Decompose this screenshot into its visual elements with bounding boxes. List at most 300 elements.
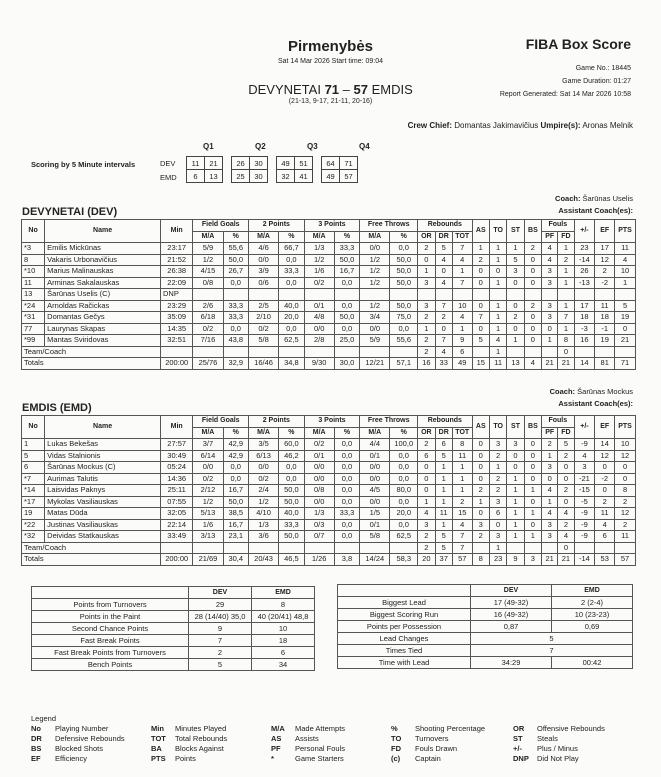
summary-row (338, 645, 633, 657)
summary-row (338, 597, 633, 609)
interval-cell: 32 (277, 170, 295, 183)
stat-cell (595, 346, 615, 358)
umpire-label: Umpire(s): (540, 121, 581, 130)
column-header: EF (595, 220, 615, 243)
stat-cell: 2 (489, 473, 506, 485)
stat-cell (615, 346, 636, 358)
stat-cell: 1 (435, 473, 452, 485)
stat-cell: 1 (558, 243, 574, 255)
stat-cell: 4 (452, 519, 472, 531)
stat-cell: 7 (452, 243, 472, 255)
stat-cell (615, 289, 636, 301)
player-number: 19 (22, 508, 45, 520)
stat-cell: 3 (542, 277, 558, 289)
legend-key: (c) (391, 754, 401, 763)
stat-cell: 0 (418, 473, 435, 485)
stat-cell: 0 (418, 462, 435, 474)
column-subheader: DR (435, 427, 452, 439)
stat-cell: 0,0 (334, 300, 360, 312)
interval-cell: 30 (250, 157, 268, 170)
column-header: Min (160, 220, 192, 243)
stat-cell: 0 (472, 266, 489, 278)
stat-cell: 2 (524, 243, 541, 255)
player-name: Šarūnas Mockus (C) (45, 462, 161, 474)
legend-desc: Fouls Drawn (415, 744, 458, 753)
stat-cell: 1 (558, 277, 574, 289)
stat-cell: 1/6 (193, 519, 223, 531)
stat-cell: 6 (489, 508, 506, 520)
team-coach-row (22, 542, 636, 554)
stat-cell: 1/6 (304, 266, 334, 278)
stat-cell: 1 (435, 485, 452, 497)
stat-cell: 0,0 (223, 277, 249, 289)
column-header: TO (489, 416, 506, 439)
stat-cell: 2 (558, 485, 574, 497)
player-row (22, 266, 636, 278)
stat-cell: 3 (489, 439, 506, 451)
stat-cell: 0/1 (360, 519, 390, 531)
stat-cell: 0,0 (279, 323, 305, 335)
interval-cell: 6 (187, 170, 205, 183)
column-header: Rebounds (418, 220, 472, 232)
legend-key: OR (513, 724, 525, 733)
stat-cell: 0/0 (249, 462, 279, 474)
column-header: Field Goals (193, 416, 249, 428)
player-minutes: 23:17 (160, 243, 192, 255)
player-name: Arnoldas Račickas (45, 300, 161, 312)
stat-cell (472, 289, 489, 301)
column-subheader: % (279, 231, 305, 243)
stat-cell: 42,9 (223, 439, 249, 451)
player-row (22, 531, 636, 543)
stat-cell: 2/8 (304, 335, 334, 347)
interval-cell: 25 (232, 170, 250, 183)
stat-cell: 0,0 (334, 496, 360, 508)
column-header: PTS (615, 220, 636, 243)
stat-cell: 1 (558, 266, 574, 278)
total-cell: 13 (507, 358, 524, 370)
stat-cell: 1 (418, 266, 435, 278)
stat-cell: 5 (435, 243, 452, 255)
quarter-header: Q4 (359, 142, 370, 151)
stat-cell: 5 (507, 254, 524, 266)
column-header: No (22, 220, 45, 243)
stat-cell: 7 (452, 531, 472, 543)
stat-cell: 3 (542, 519, 558, 531)
stat-cell (193, 346, 223, 358)
stat-cell: 1/2 (360, 277, 390, 289)
player-row (22, 485, 636, 497)
stat-cell: 1/5 (360, 508, 390, 520)
column-header: +/- (574, 220, 595, 243)
stat-cell (193, 289, 223, 301)
stat-cell: -9 (574, 531, 595, 543)
stat-cell: 50,0 (390, 277, 418, 289)
stat-cell: 2 (558, 519, 574, 531)
player-number: 6 (22, 462, 45, 474)
game-number: Game No.: 18445 (575, 65, 631, 72)
stat-cell: 0 (524, 462, 541, 474)
stat-cell: 0 (472, 439, 489, 451)
summary-label: Fast Break Points from Turnovers (32, 647, 189, 659)
player-number: *17 (22, 496, 45, 508)
stat-cell: 0/2 (193, 473, 223, 485)
summary-table-left (31, 586, 315, 671)
stat-cell (279, 542, 305, 554)
stat-cell: 0 (524, 312, 541, 324)
stat-cell: 0 (472, 323, 489, 335)
stat-cell (472, 346, 489, 358)
column-header: AS (472, 416, 489, 439)
stat-cell (524, 346, 541, 358)
total-cell: 57 (615, 554, 636, 566)
legend-key: PTS (151, 754, 166, 763)
stat-cell: 0,0 (390, 496, 418, 508)
player-row (22, 450, 636, 462)
stat-cell: 8 (452, 439, 472, 451)
player-minutes: DNP (160, 289, 192, 301)
column-header: ST (507, 416, 524, 439)
stat-cell: 1 (542, 496, 558, 508)
stat-cell: 3 (418, 519, 435, 531)
stat-cell: 2 (472, 485, 489, 497)
stat-cell: 0 (524, 277, 541, 289)
summary-label: Second Chance Points (32, 623, 189, 635)
stat-cell: 6/13 (249, 450, 279, 462)
stat-cell: 1 (558, 323, 574, 335)
column-header: 3 Points (304, 416, 360, 428)
stat-cell: 3/6 (249, 531, 279, 543)
summary-value: 40 (20/41) 48,8 (252, 611, 315, 623)
legend-item (513, 724, 605, 734)
interval-cell: 13 (205, 170, 223, 183)
player-minutes: 32:51 (160, 335, 192, 347)
stat-cell: 0,0 (334, 519, 360, 531)
column-header: Free Throws (360, 416, 418, 428)
stat-cell: 26,7 (223, 266, 249, 278)
interval-cell: 41 (295, 170, 313, 183)
summary-row (338, 657, 633, 669)
box-score-table-dev (21, 219, 636, 370)
stat-cell: 20,0 (279, 312, 305, 324)
legend-item (151, 744, 227, 754)
player-row (22, 496, 636, 508)
stat-cell: 0/8 (193, 277, 223, 289)
player-number: 13 (22, 289, 45, 301)
interval-gap (223, 170, 232, 183)
stat-cell (334, 542, 360, 554)
interval-gap (268, 170, 277, 183)
stat-cell: 2 (489, 485, 506, 497)
interval-gap (223, 157, 232, 170)
legend-desc: Offensive Rebounds (537, 724, 605, 733)
player-minutes: 21:52 (160, 254, 192, 266)
stat-cell (304, 542, 334, 554)
stat-cell (558, 289, 574, 301)
stat-cell: 0 (524, 323, 541, 335)
totals-row (22, 554, 636, 566)
stat-cell (249, 346, 279, 358)
interval-row-emd (187, 170, 358, 183)
stat-cell: 7 (558, 312, 574, 324)
stat-cell: 40,0 (279, 300, 305, 312)
stat-cell (615, 542, 636, 554)
stat-cell: 1 (452, 473, 472, 485)
column-subheader: % (334, 427, 360, 439)
stat-cell (524, 542, 541, 554)
stat-cell: 0/3 (304, 519, 334, 531)
stat-cell: 4 (435, 254, 452, 266)
summary-row (338, 609, 633, 621)
column-subheader: OR (418, 231, 435, 243)
stat-cell: 2 (418, 439, 435, 451)
stat-cell: 1 (489, 243, 506, 255)
stat-cell: 5/8 (249, 335, 279, 347)
stat-cell: 6/14 (193, 450, 223, 462)
stat-cell: 50,0 (334, 312, 360, 324)
stat-cell: 46,2 (279, 450, 305, 462)
stat-cell: 11 (435, 508, 452, 520)
stat-cell: 1 (452, 462, 472, 474)
summary-header (32, 587, 189, 599)
total-cell: 21 (558, 358, 574, 370)
legend-col (31, 724, 125, 764)
stat-cell: 17 (574, 300, 595, 312)
stat-cell: 0 (615, 473, 636, 485)
player-name: Justinas Vasiliauskas (45, 519, 161, 531)
stat-cell: 1 (452, 323, 472, 335)
stat-cell: 0 (524, 496, 541, 508)
stat-cell: 40,0 (279, 508, 305, 520)
total-cell: 21 (558, 554, 574, 566)
legend-item (151, 754, 227, 764)
quarter-header: Q3 (307, 142, 318, 151)
stat-cell: 0,0 (334, 473, 360, 485)
stat-cell: 5/9 (193, 243, 223, 255)
stat-cell: 0,0 (334, 462, 360, 474)
stat-cell: -9 (574, 439, 595, 451)
legend-item (31, 744, 125, 754)
interval-cell: 49 (322, 170, 340, 183)
stat-cell (249, 542, 279, 554)
legend-desc: Assists (295, 734, 319, 743)
stat-cell: 0 (435, 323, 452, 335)
player-name: Vidas Stalnionis (45, 450, 161, 462)
stat-cell: 11 (595, 508, 615, 520)
stat-cell: 0,0 (390, 519, 418, 531)
stat-cell (193, 542, 223, 554)
legend-item (31, 734, 125, 744)
stat-cell: 5 (435, 531, 452, 543)
column-subheader: M/A (360, 427, 390, 439)
player-name: Marius Malinauskas (45, 266, 161, 278)
stat-cell: 3 (489, 531, 506, 543)
summary-label: Lead Changes (338, 633, 471, 645)
interval-cell: 71 (340, 157, 358, 170)
summary-value: 5 (471, 633, 633, 645)
stat-cell: 7 (472, 312, 489, 324)
stat-cell: 1 (418, 323, 435, 335)
summary-label: Bench Points (32, 659, 189, 671)
total-cell: 33 (435, 358, 452, 370)
stat-cell: 33,3 (223, 300, 249, 312)
stat-cell: 0 (558, 496, 574, 508)
legend-desc: Captain (415, 754, 441, 763)
column-header: AS (472, 220, 489, 243)
stat-cell: 0/2 (304, 277, 334, 289)
totals-label: Totals (22, 358, 161, 370)
stat-cell: 12 (595, 254, 615, 266)
total-cell: 8 (472, 554, 489, 566)
assistant-coach-label: Assistant Coach(es): (558, 399, 633, 408)
stat-cell: 1 (489, 312, 506, 324)
column-header: Rebounds (418, 416, 472, 428)
stat-cell: 100,0 (390, 439, 418, 451)
stat-cell: 0,0 (390, 450, 418, 462)
interval-gap (313, 170, 322, 183)
interval-team-dev: DEV (160, 159, 176, 168)
legend-desc: Shooting Percentage (415, 724, 486, 733)
stat-cell: 1/2 (360, 266, 390, 278)
stat-cell: 50,0 (279, 496, 305, 508)
legend-desc: Total Rebounds (175, 734, 228, 743)
stat-cell: 0/0 (360, 323, 390, 335)
stat-cell: 80,0 (390, 485, 418, 497)
legend-key: DNP (513, 754, 529, 763)
stat-cell: 0 (558, 346, 574, 358)
total-cell: 46,5 (279, 554, 305, 566)
column-header: Min (160, 416, 192, 439)
summary-value: 8 (252, 599, 315, 611)
interval-row-dev (187, 157, 358, 170)
stat-cell: 2 (524, 300, 541, 312)
stat-cell (435, 289, 452, 301)
stat-cell: -5 (574, 496, 595, 508)
player-name: Lukas Bekešas (45, 439, 161, 451)
summary-label: Points in the Paint (32, 611, 189, 623)
stat-cell: 0 (524, 254, 541, 266)
column-header: TO (489, 220, 506, 243)
team-coach-block (550, 386, 633, 410)
player-number: *14 (22, 485, 45, 497)
column-subheader: PF (542, 231, 558, 243)
stat-cell: 0 (472, 462, 489, 474)
stat-cell: 3 (542, 312, 558, 324)
stat-cell: 0,0 (279, 254, 305, 266)
player-name: Laisvidas Paknys (45, 485, 161, 497)
stat-cell: 5/8 (360, 531, 390, 543)
stat-cell: 0 (595, 485, 615, 497)
report-generated: Report Generated: Sat 14 Mar 2026 10:58 (499, 91, 631, 98)
legend-desc: Defensive Rebounds (55, 734, 125, 743)
summary-value: 0,87 (471, 621, 552, 633)
stat-cell: 0/0 (360, 243, 390, 255)
stat-cell: 0 (615, 323, 636, 335)
stat-cell: 0 (507, 300, 524, 312)
column-subheader: DR (435, 231, 452, 243)
column-subheader: % (223, 427, 249, 439)
stat-cell: 55,6 (390, 335, 418, 347)
stat-cell: 8 (615, 485, 636, 497)
legend-key: Min (151, 724, 164, 733)
stat-cell: 4 (435, 277, 452, 289)
summary-value: 34 (252, 659, 315, 671)
stat-cell: 6 (595, 531, 615, 543)
column-header: Free Throws (360, 220, 418, 232)
stat-cell (524, 289, 541, 301)
stat-cell (574, 346, 595, 358)
stat-cell: 1 (452, 485, 472, 497)
stat-cell: 0 (542, 473, 558, 485)
stat-cell: 2 (435, 312, 452, 324)
stat-cell: 4 (489, 335, 506, 347)
stat-cell: 0/0 (360, 473, 390, 485)
summary-label: Fast Break Points (32, 635, 189, 647)
total-cell: 57 (452, 554, 472, 566)
player-row (22, 439, 636, 451)
summary-header: EMD (252, 587, 315, 599)
summary-row (32, 659, 315, 671)
summary-row (32, 599, 315, 611)
legend-key: BA (151, 744, 162, 753)
total-cell: 30,4 (223, 554, 249, 566)
stat-cell (595, 289, 615, 301)
stat-cell: 33,3 (223, 312, 249, 324)
legend-col (513, 724, 605, 764)
summary-label: Time with Lead (338, 657, 471, 669)
summary-value: 18 (252, 635, 315, 647)
column-subheader: FD (558, 427, 574, 439)
stat-cell: 0 (524, 519, 541, 531)
stat-cell: 2 (418, 531, 435, 543)
away-team-name: EMDIS (371, 82, 413, 97)
stat-cell: 2 (489, 450, 506, 462)
total-cell: 58,3 (390, 554, 418, 566)
stat-cell: -2 (595, 473, 615, 485)
stat-cell (507, 542, 524, 554)
stat-cell (542, 542, 558, 554)
stat-cell: 0 (472, 277, 489, 289)
stat-cell: 1/2 (193, 496, 223, 508)
player-row (22, 473, 636, 485)
stat-cell: 3/7 (193, 439, 223, 451)
player-minutes: 05:24 (160, 462, 192, 474)
stat-cell: 0,0 (334, 485, 360, 497)
stat-cell: 4 (558, 531, 574, 543)
stat-cell (360, 542, 390, 554)
stat-cell: -2 (595, 277, 615, 289)
player-minutes: 07:55 (160, 496, 192, 508)
summary-value: 7 (189, 635, 252, 647)
stat-cell: 2 (558, 254, 574, 266)
stat-cell: 23 (574, 243, 595, 255)
player-name: Domantas Gečys (45, 312, 161, 324)
stat-cell: 1 (489, 323, 506, 335)
column-subheader: M/A (249, 231, 279, 243)
stat-cell: 1 (507, 508, 524, 520)
player-minutes: 22:09 (160, 277, 192, 289)
stat-cell: 2 (418, 312, 435, 324)
legend-item (513, 734, 605, 744)
stat-cell: 1 (452, 266, 472, 278)
column-subheader: TOT (452, 427, 472, 439)
summary-row (338, 621, 633, 633)
stat-cell: 0 (489, 266, 506, 278)
stat-cell (223, 346, 249, 358)
stat-cell: 18 (595, 312, 615, 324)
scoring-interval-table (186, 156, 358, 183)
legend-item (391, 754, 485, 764)
